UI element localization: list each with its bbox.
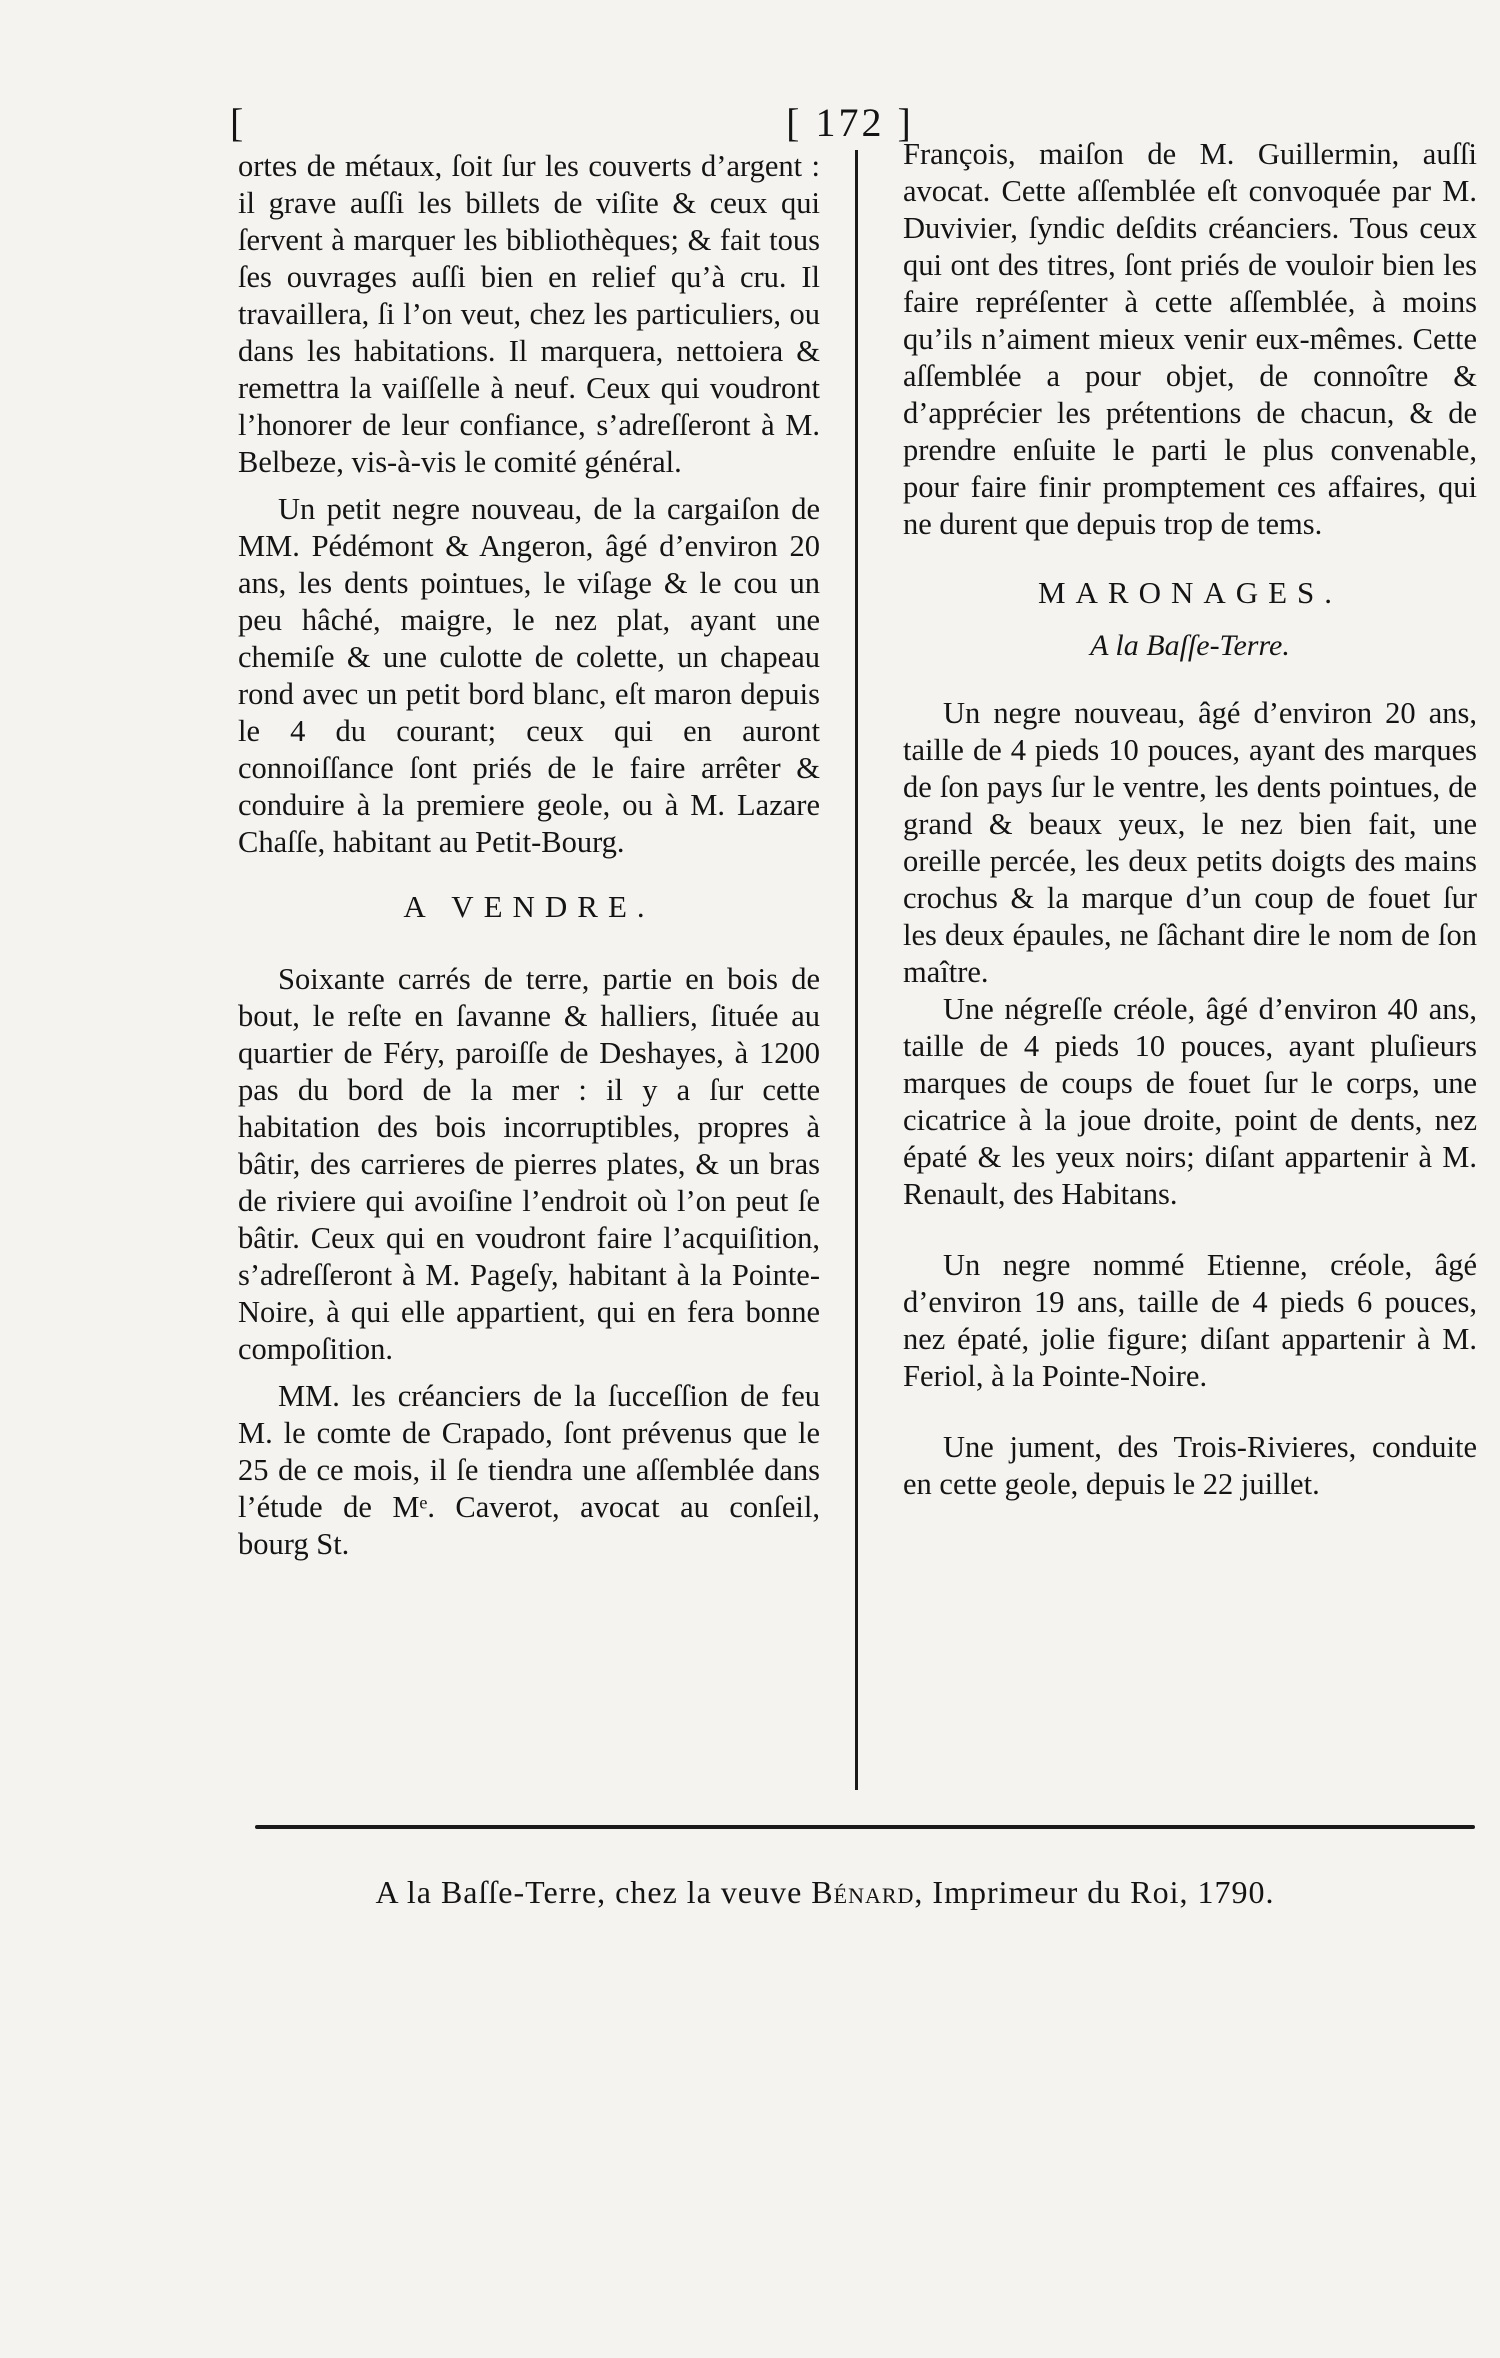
column-divider <box>855 150 858 1790</box>
right-column <box>903 136 1477 1503</box>
imprint-text-start: A la Baſſe-Terre, chez la veuve <box>375 1874 812 1910</box>
engraver-advertisement: ortes de métaux, ſoit ſur les couverts d’argent : il grave auſſi les billets de viſite & ceux qui ſervent à marquer les bibliothèques; & fait tous ſes ouvrages auſſi bien en relief qu’à cru. Il travaillera, ſi l’on veut, chez les particuliers, ou dans les habitations. Il marquera, nettoiera & remettra la vaiſſelle à neuf. Ceux qui voudront l’honorer de leur confiance, s’adreſſeront à M. Belbeze, vis-à-vis le comité général. <box>238 149 820 479</box>
heading-maronages: MARONAGES. <box>1037 575 1343 610</box>
page-number: [ 172 ] <box>786 100 914 145</box>
land-for-sale-notice: Soixante carrés de terre, partie en bois de bout, le reſte en ſavanne & halliers, ſituée au quartier de Féry, paroiſſe de Deshayes, à 1200 pas du bord de la mer : il y a ſur cette habitation des bois incorruptibles, propres à bâtir, des carrieres de pierres plates, & un bras de riviere qui avoiſine l’endroit où l’on peut ſe bâtir. Ceux qui en voudront faire l’acquiſition, s’adreſſeront à M. Pageſy, habitant à la Pointe-Noire, à qui elle appartient, qui en fera bonne compoſition. <box>238 962 820 1366</box>
left-column <box>238 148 820 1563</box>
printer-imprint <box>250 1872 1400 1912</box>
imprint-text-end: , Imprimeur du Roi, 1790. <box>914 1874 1275 1910</box>
creditors-notice: MM. les créanciers de la ſucceſſion de feu M. le comte de Crapado, ſont prévenus que le 25 de ce mois, il ſe tiendra une aſſemblée dans l’étude de Mᵉ. Caverot, avocat au conſeil, bourg St. <box>238 1379 820 1561</box>
header-bracket: [ <box>230 100 244 145</box>
maronage-etienne: Un negre nommé Etienne, créole, âgé d’environ 19 ans, taille de 4 pieds 6 pouces, nez épaté, jolie figure; diſant appartenir à M. Feriol, à la Pointe-Noire. <box>903 1248 1477 1393</box>
runaway-notice-petit-negre: Un petit negre nouveau, de la cargaiſon de MM. Pédémont & Angeron, âgé d’environ 20 ans, les dents pointues, le viſage & le cou un peu hâché, maigre, le nez plat, ayant une chemiſe & une culotte de colette, un chapeau rond avec un petit bord blanc, eſt maron depuis le 4 du courant; ceux qui en auront connoiſſance ſont priés de le faire arrêter & conduire à la premiere geole, ou à M. Lazare Chaſſe, habitant au Petit-Bourg. <box>238 492 820 859</box>
imprint-printer-name: Bénard <box>811 1874 915 1910</box>
maronage-negresse-creole: Une négreſſe créole, âgé d’environ 40 ans, taille de 4 pieds 10 pouces, ayant pluſieurs marques de coups de fouet ſur le corps, une cicatrice à la joue droite, point de dents, nez épaté & les yeux noirs; diſant appartenir à M. Renault, des Habitans. <box>903 992 1477 1211</box>
maronage-negre-nouveau: Un negre nouveau, âgé d’environ 20 ans, taille de 4 pieds 10 pouces, ayant des marques de ſon pays ſur le ventre, les dents pointues, de grand & beaux yeux, le nez bien fait, une oreille percée, les deux petits doigts des mains crochus & la marque d’un coup de fouet ſur les deux épaules, ne ſâchant dire le nom de ſon maître. <box>903 696 1477 989</box>
maronage-jument: Une jument, des Trois-Rivieres, conduite en cette geole, depuis le 22 juillet. <box>903 1430 1477 1501</box>
subheading-basse-terre: A la Baſſe-Terre. <box>1090 629 1290 662</box>
creditors-notice-continued: François, maiſon de M. Guillermin, auſſi avocat. Cette aſſemblée eſt convoquée par M. Duvivier, ſyndic deſdits créanciers. Tous ceux qui ont des titres, ſont priés de vouloir bien les faire repréſenter à cette aſſemblée, à moins qu’ils n’aiment mieux venir eux-mêmes. Cette aſſemblée a pour objet, de connoître & d’apprécier les prétentions de chacun, & de prendre enſuite le parti le plus convenable, pour faire finir promptement ces affaires, qui ne durent que depuis trop de tems. <box>903 137 1477 541</box>
footer-rule <box>255 1825 1475 1829</box>
heading-a-vendre: A VENDRE. <box>403 889 655 924</box>
